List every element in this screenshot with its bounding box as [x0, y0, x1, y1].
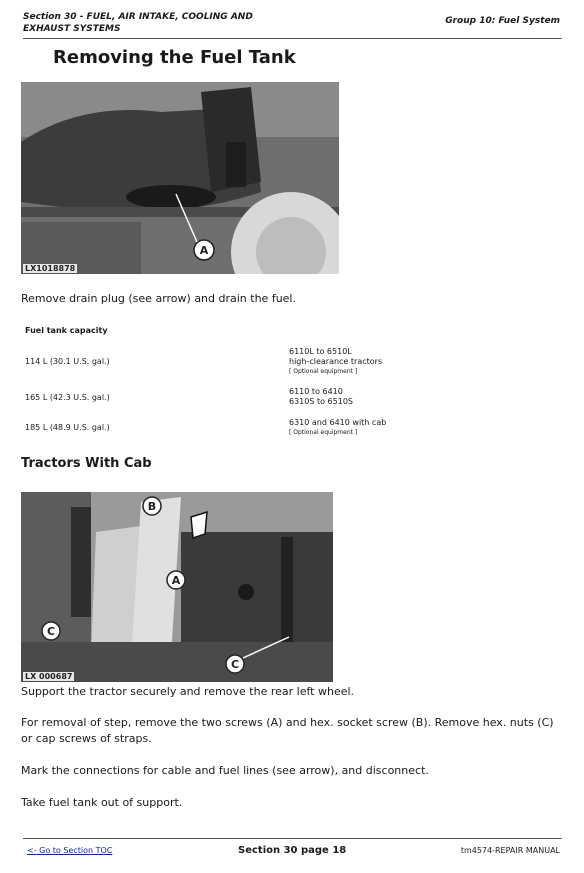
models-cell: [289, 347, 382, 377]
manual-id: tm4574-REPAIR MANUAL: [460, 846, 560, 855]
page-title: Removing the Fuel Tank: [53, 47, 296, 68]
step-mark-connections: Mark the connections for cable and fuel lines (see arrow), and disconnect.: [21, 764, 429, 777]
capacity-cell: 165 L (42.3 U.S. gal.): [25, 393, 110, 402]
optional-note: [ Optional equipment ]: [289, 368, 358, 375]
model-line: 6310S to 6510S: [289, 397, 353, 406]
fuel-tank-photo: [21, 82, 339, 274]
model-line: high-clearance tractors: [289, 357, 383, 366]
optional-note: [ Optional equipment ]: [289, 429, 358, 436]
model-line: 6110L to 6510L: [289, 347, 352, 356]
cab-step-photo: [21, 492, 333, 682]
step-support: Support the tractor securely and remove the rear left wheel.: [21, 685, 355, 698]
footer-divider: [23, 838, 562, 839]
section-toc-link[interactable]: <- Go to Section TOC: [27, 846, 113, 855]
step-remove-step: For removal of step, remove the two screws (A) and hex. socket screw (B). Remove hex. nuts (C) or cap screws of straps.: [21, 716, 554, 745]
callout-b: B: [147, 500, 157, 513]
models-cell: [289, 387, 353, 407]
drain-instruction: Remove drain plug (see arrow) and drain the fuel.: [21, 292, 296, 305]
models-cell: [289, 418, 386, 438]
table-caption: Fuel tank capacity: [25, 326, 108, 335]
callout-a: A: [199, 244, 209, 257]
capacity-cell: 185 L (48.9 U.S. gal.): [25, 423, 110, 432]
figure-id: LX1018878: [25, 264, 76, 273]
model-line: 6310 and 6410 with cab: [289, 418, 387, 427]
model-line: 6110 to 6410: [289, 387, 343, 396]
figure-id: LX 000687: [25, 672, 73, 681]
subheading: Tractors With Cab: [21, 456, 152, 471]
step-remove-tank: Take fuel tank out of support.: [21, 796, 183, 809]
page-number: Section 30 page 18: [238, 845, 347, 856]
callout-c: C: [46, 625, 56, 638]
group-header: Group 10: Fuel System: [445, 16, 560, 26]
callout-c: C: [230, 658, 240, 671]
callout-a: A: [171, 574, 181, 587]
section-header: Section 30 - FUEL, AIR INTAKE, COOLING AND EXHAUST SYSTEMS: [23, 12, 253, 34]
header-divider: [23, 38, 562, 39]
capacity-cell: 114 L (30.1 U.S. gal.): [25, 357, 110, 366]
